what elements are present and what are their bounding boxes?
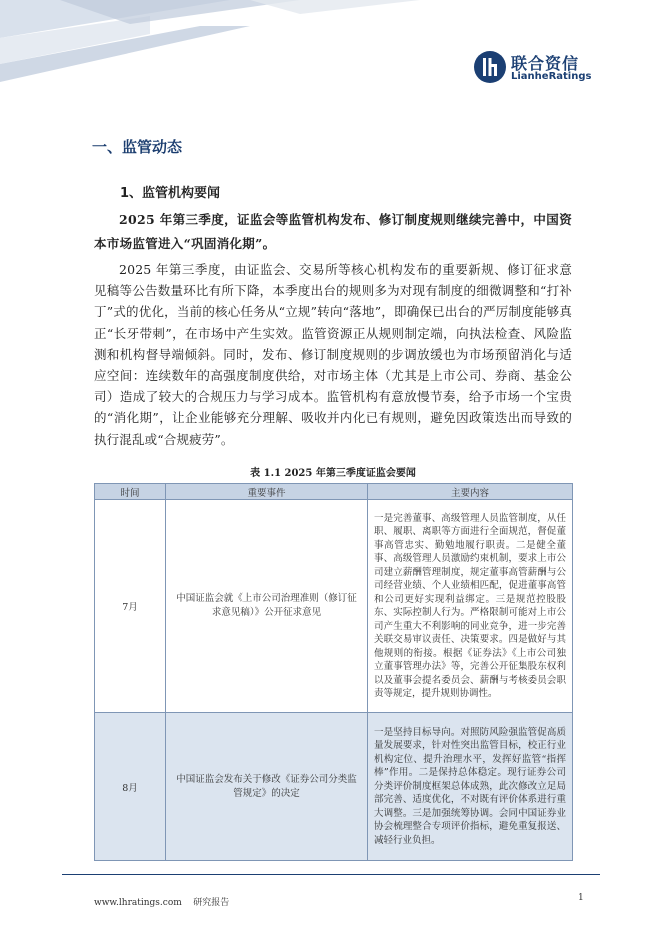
row-event: 中国证监会就《上市公司治理准则（修订征求意见稿）》公开征求意见: [166, 500, 368, 713]
row-time: 7月: [95, 500, 166, 713]
brand-logo: [473, 50, 603, 86]
row-time: 8月: [95, 713, 166, 861]
regulatory-news-table: [94, 483, 573, 861]
footer-divider: [62, 874, 600, 875]
header-event: 重要事件: [166, 484, 368, 500]
table-row: [95, 500, 573, 713]
brand-name-en: LianheRatings: [511, 71, 592, 82]
table-caption: 表 1.1 2025 年第三季度证监会要闻: [250, 468, 416, 479]
lead-paragraph: 2025 年第三季度，证监会等监管机构发布、修订制度规则继续完善中，中国资本市场监管进入“巩固消化期”。: [94, 212, 572, 251]
footer-doc-type: 研究报告: [193, 898, 230, 908]
section-heading: 一、监管动态: [92, 138, 183, 156]
table-header-row: [95, 484, 573, 500]
page-number: 1: [578, 893, 584, 903]
section-subheading: 1、监管机构要闻: [120, 186, 221, 201]
footer-website: www.lhratings.com: [94, 898, 182, 908]
lianhe-logo-icon: [473, 50, 507, 84]
header-time: 时间: [95, 484, 166, 500]
row-event: 中国证监会发布关于修改《证券公司分类监管规定》的决定: [166, 713, 368, 861]
header-content: 主要内容: [368, 484, 573, 500]
row-content: 一是完善董事、高级管理人员监管制度，从任职、履职、离职等方面进行全面规范，督促董事高管忠实、勤勉地履行职责。二是健全董事、高级管理人员激励约束机制，要求上市公司建立薪酬管理制度，规定董事高管薪酬与公司经营业绩、个人业绩相匹配，促进董事高管和公司更好实现利益绑定。三是规范控股股东、实际控制人行为。严格限制可能对上市公司产生重大不利影响的同业竞争，进一步完善关联交易审议责任、决策要求。四是做好与其他规则的衔接。根据《证券法》《上市公司独立董事管理办法》等，完善公开征集股东权利以及董事会提名委员会、薪酬与考核委员会职责等规定，提升规则协调性。: [368, 500, 573, 713]
table-row: [95, 713, 573, 861]
row-content: 一是坚持目标导向。对照防风险强监管促高质量发展要求，针对性突出监管目标，校正行业机构定位、提升治理水平，发挥好监管“指挥棒”作用。二是保持总体稳定。现行证券公司分类评价制度框架总体成熟，此次修改立足局部完善、适度优化，不对既有评价体系进行重大调整。三是加强统筹协调。会同中国证券业协会梳理整合专项评价指标，避免重复报送、减轻行业负担。: [368, 713, 573, 861]
footer-info: [94, 895, 229, 908]
body-paragraph: 2025 年第三季度，由证监会、交易所等核心机构发布的重要新规、修订征求意见稿等公告数量环比有所下降，本季度出台的规则多为对现有制度的细微调整和“打补丁”式的优化，当前的核心任务从“立规”转向“落地”，即确保已出台的严厉制度能够真正“长牙带刺”，在市场中产生实效。监管资源正从规则制定端，向执法检查、风险监测和机构督导端倾斜。同时，发布、修订制度规则的步调放缓也为市场预留消化与适应空间：连续数年的高强度制度供给，对市场主体（尤其是上市公司、券商、基金公司）造成了较大的合规压力与学习成本。监管机构有意放慢节奏，给予市场一个宝贵的“消化期”，让企业能够充分理解、吸收并内化已有规则，避免因政策迭出而导致的执行混乱或“合规疲劳”。: [94, 262, 572, 447]
brand-name-cn: 联合资信: [511, 54, 580, 73]
